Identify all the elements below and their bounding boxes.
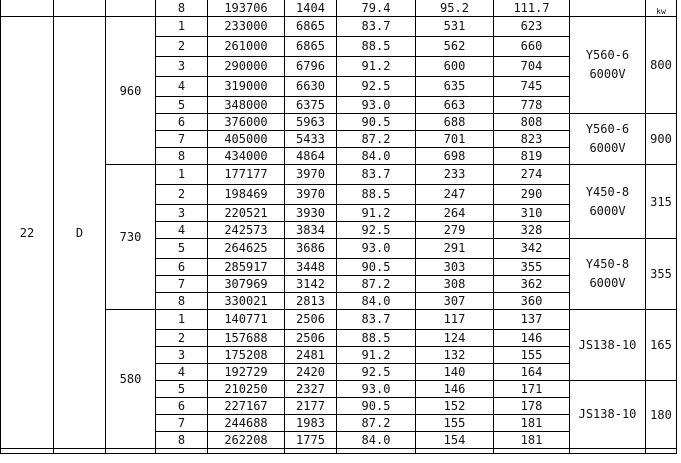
- motor-voltage: 6000V: [589, 67, 626, 81]
- cell-efficiency: 90.5: [337, 398, 416, 415]
- cell-motor-power: 181: [494, 432, 570, 449]
- model-number-cell: 22: [1, 17, 54, 449]
- cell-head: 3970: [285, 165, 337, 185]
- table-row-cutoff: [1, 449, 677, 454]
- motor-model-name: JS138-10: [578, 337, 637, 352]
- cell-flow: 193706: [208, 0, 285, 17]
- cell-motor-power: 623: [494, 17, 570, 37]
- cell-flow: 157688: [208, 330, 285, 347]
- cell-flow: 264625: [208, 239, 285, 259]
- motor-model-cell: [570, 239, 646, 310]
- cell-empty: [285, 449, 337, 454]
- cell-shaft-power: 132: [416, 347, 494, 364]
- cell-motor-power: 704: [494, 57, 570, 77]
- cell-head: 3142: [285, 276, 337, 293]
- cell-motor-power: 360: [494, 293, 570, 310]
- cell-shaft-power: 155: [416, 415, 494, 432]
- motor-model-name: Y560-6: [585, 122, 630, 136]
- cell-head: 2481: [285, 347, 337, 364]
- cell-no: 2: [156, 330, 208, 347]
- cell-efficiency: 93.0: [337, 97, 416, 114]
- cell-head: 2506: [285, 330, 337, 347]
- cell-motor-power: 342: [494, 239, 570, 259]
- cell-no: 8: [156, 0, 208, 17]
- motor-model-cell: [570, 381, 646, 449]
- cell-head: 5433: [285, 131, 337, 148]
- motor-model-name: Y560-6: [585, 48, 630, 62]
- cell-flow: 285917: [208, 259, 285, 276]
- cell-empty: [570, 449, 646, 454]
- cell-head: 2506: [285, 310, 337, 330]
- motor-model-name: JS138-10: [578, 407, 637, 421]
- cell-shaft-power: 140: [416, 364, 494, 381]
- cell-no: 6: [156, 398, 208, 415]
- cell-flow: 175208: [208, 347, 285, 364]
- cell-empty: [1, 449, 54, 454]
- cell-empty: [208, 449, 285, 454]
- cell-flow: 330021: [208, 293, 285, 310]
- cell-shaft-power: 233: [416, 165, 494, 185]
- cell-no: 2: [156, 185, 208, 205]
- cell-unit-fragment: kw: [646, 0, 677, 17]
- cell-flow: 434000: [208, 148, 285, 165]
- cell-flow: 405000: [208, 131, 285, 148]
- cell-efficiency: 91.2: [337, 57, 416, 77]
- cell-efficiency: 88.5: [337, 330, 416, 347]
- cell-head: 3834: [285, 222, 337, 239]
- table-row: [1, 0, 677, 17]
- cell-shaft-power: 146: [416, 381, 494, 398]
- cell-no: 7: [156, 276, 208, 293]
- cell-empty: [54, 449, 106, 454]
- cell-shaft-power: 291: [416, 239, 494, 259]
- cell-no: 6: [156, 114, 208, 131]
- cell-motor-power: 355: [494, 259, 570, 276]
- cell-motor-power: 328: [494, 222, 570, 239]
- motor-kw-cell: 800: [646, 17, 677, 114]
- cell-head: 6796: [285, 57, 337, 77]
- cell-efficiency: 84.0: [337, 148, 416, 165]
- cell-efficiency: 90.5: [337, 114, 416, 131]
- cell-efficiency: 87.2: [337, 415, 416, 432]
- cell-shaft-power: 247: [416, 185, 494, 205]
- cell-motor-power: 171: [494, 381, 570, 398]
- motor-kw-cell: 355: [646, 239, 677, 310]
- cell-empty: [646, 449, 677, 454]
- cell-no: 2: [156, 37, 208, 57]
- motor-model-cell: [570, 114, 646, 165]
- cell-shaft-power: 279: [416, 222, 494, 239]
- cell-head: 6375: [285, 97, 337, 114]
- cell-efficiency: 84.0: [337, 432, 416, 449]
- cell-shaft-power: 562: [416, 37, 494, 57]
- cell-empty: [106, 449, 156, 454]
- cell-motor-power: 155: [494, 347, 570, 364]
- cell-head: 6865: [285, 37, 337, 57]
- cell-motor-power: 274: [494, 165, 570, 185]
- cell-efficiency: 87.2: [337, 131, 416, 148]
- cell-motor-power: 146: [494, 330, 570, 347]
- motor-model-cell: [570, 165, 646, 239]
- cell-shaft-power: 95.2: [416, 0, 494, 17]
- cell-shaft-power: 531: [416, 17, 494, 37]
- cell-shaft-power: 600: [416, 57, 494, 77]
- cell-shaft-power: 635: [416, 77, 494, 97]
- speed-cell: 960: [106, 17, 156, 165]
- cell-efficiency: 92.5: [337, 77, 416, 97]
- cell-motor-power: 290: [494, 185, 570, 205]
- cell-shaft-power: 701: [416, 131, 494, 148]
- cell-motor-power: 111.7: [494, 0, 570, 17]
- cell-motor-power: 660: [494, 37, 570, 57]
- motor-model-name: Y450-8: [585, 257, 630, 271]
- cell-no: 8: [156, 432, 208, 449]
- motor-voltage: 6000V: [589, 203, 626, 218]
- motor-model-cell: [570, 17, 646, 114]
- motor-model-name: Y450-8: [585, 184, 630, 199]
- cell-motor-power: 778: [494, 97, 570, 114]
- cell-flow: 198469: [208, 185, 285, 205]
- cell-efficiency: 90.5: [337, 259, 416, 276]
- cell-shaft-power: 124: [416, 330, 494, 347]
- cell-no: 1: [156, 17, 208, 37]
- cell-flow: 192729: [208, 364, 285, 381]
- cell-shaft-power: 154: [416, 432, 494, 449]
- cell-efficiency: 88.5: [337, 37, 416, 57]
- cell-head: 1404: [285, 0, 337, 17]
- cell-motor-power: 808: [494, 114, 570, 131]
- cell-no: 3: [156, 347, 208, 364]
- cell-efficiency: 83.7: [337, 310, 416, 330]
- cell-flow: 307969: [208, 276, 285, 293]
- cell-shaft-power: 307: [416, 293, 494, 310]
- cell-flow: 242573: [208, 222, 285, 239]
- cell-no: 4: [156, 364, 208, 381]
- pump-type-cell: D: [54, 17, 106, 449]
- cell-motor-model: [570, 0, 646, 17]
- motor-voltage: 6000V: [589, 276, 626, 290]
- cell-shaft-power: 152: [416, 398, 494, 415]
- cell-shaft-power: 663: [416, 97, 494, 114]
- cell-flow: 177177: [208, 165, 285, 185]
- cell-no: 1: [156, 165, 208, 185]
- cell-no: 8: [156, 148, 208, 165]
- cell-flow: 210250: [208, 381, 285, 398]
- cell-empty: [416, 449, 494, 454]
- cell-flow: 376000: [208, 114, 285, 131]
- cell-no: 4: [156, 77, 208, 97]
- cell-no: 7: [156, 415, 208, 432]
- cell-flow: 262208: [208, 432, 285, 449]
- cell-no: 5: [156, 239, 208, 259]
- cell-head: 6865: [285, 17, 337, 37]
- cell-head: 2327: [285, 381, 337, 398]
- cell-shaft-power: 303: [416, 259, 494, 276]
- cell-flow: 227167: [208, 398, 285, 415]
- cell-no: 7: [156, 131, 208, 148]
- cell-speed: [106, 0, 156, 17]
- cell-head: 4864: [285, 148, 337, 165]
- cell-no: 4: [156, 222, 208, 239]
- cell-flow: 290000: [208, 57, 285, 77]
- cell-head: 3970: [285, 185, 337, 205]
- cell-empty: [156, 449, 208, 454]
- cell-shaft-power: 264: [416, 205, 494, 222]
- motor-voltage: 6000V: [589, 141, 626, 155]
- cell-flow: 261000: [208, 37, 285, 57]
- cell-no: 5: [156, 97, 208, 114]
- cell-shaft-power: 117: [416, 310, 494, 330]
- cell-motor-power: 823: [494, 131, 570, 148]
- cell-no: 1: [156, 310, 208, 330]
- motor-kw-cell: 315: [646, 165, 677, 239]
- motor-kw-cell: 165: [646, 310, 677, 381]
- cell-shaft-power: 688: [416, 114, 494, 131]
- cell-head: 2420: [285, 364, 337, 381]
- cell-empty: [337, 449, 416, 454]
- cell-efficiency: 92.5: [337, 364, 416, 381]
- cell-head: 1775: [285, 432, 337, 449]
- cell-flow: 244688: [208, 415, 285, 432]
- cell-flow: 319000: [208, 77, 285, 97]
- cell-head: 1983: [285, 415, 337, 432]
- cell-motor-power: 819: [494, 148, 570, 165]
- speed-cell: 730: [106, 165, 156, 310]
- cell-motor-power: 310: [494, 205, 570, 222]
- cell-shaft-power: 698: [416, 148, 494, 165]
- cell-efficiency: 93.0: [337, 381, 416, 398]
- cell-flow: 140771: [208, 310, 285, 330]
- speed-cell: 580: [106, 310, 156, 449]
- cell-flow: 220521: [208, 205, 285, 222]
- motor-model-cell: [570, 310, 646, 381]
- cell-no: 6: [156, 259, 208, 276]
- cell-head: 3930: [285, 205, 337, 222]
- motor-kw-cell: 180: [646, 381, 677, 449]
- cell-motor-power: 137: [494, 310, 570, 330]
- cell-model-no: [1, 0, 54, 17]
- cell-no: 5: [156, 381, 208, 398]
- table-row: [1, 17, 677, 37]
- cell-efficiency: 84.0: [337, 293, 416, 310]
- cell-flow: 348000: [208, 97, 285, 114]
- cell-head: 2813: [285, 293, 337, 310]
- cell-no: 8: [156, 293, 208, 310]
- cell-motor-power: 362: [494, 276, 570, 293]
- cell-head: 2177: [285, 398, 337, 415]
- cell-efficiency: 83.7: [337, 165, 416, 185]
- cell-efficiency: 83.7: [337, 17, 416, 37]
- cell-motor-power: 181: [494, 415, 570, 432]
- cell-no: 3: [156, 57, 208, 77]
- cell-efficiency: 91.2: [337, 347, 416, 364]
- cell-head: 3448: [285, 259, 337, 276]
- cell-head: 3686: [285, 239, 337, 259]
- cell-empty: [494, 449, 570, 454]
- cell-efficiency: 88.5: [337, 185, 416, 205]
- cell-no: 3: [156, 205, 208, 222]
- cell-efficiency: 92.5: [337, 222, 416, 239]
- cell-efficiency: 79.4: [337, 0, 416, 17]
- cell-efficiency: 87.2: [337, 276, 416, 293]
- cell-flow: 233000: [208, 17, 285, 37]
- cell-efficiency: 91.2: [337, 205, 416, 222]
- cell-head: 5963: [285, 114, 337, 131]
- cell-shaft-power: 308: [416, 276, 494, 293]
- cell-motor-power: 164: [494, 364, 570, 381]
- motor-kw-cell: 900: [646, 114, 677, 165]
- cell-head: 6630: [285, 77, 337, 97]
- cell-motor-power: 745: [494, 77, 570, 97]
- cell-efficiency: 93.0: [337, 239, 416, 259]
- cell-type: [54, 0, 106, 17]
- cell-motor-power: 178: [494, 398, 570, 415]
